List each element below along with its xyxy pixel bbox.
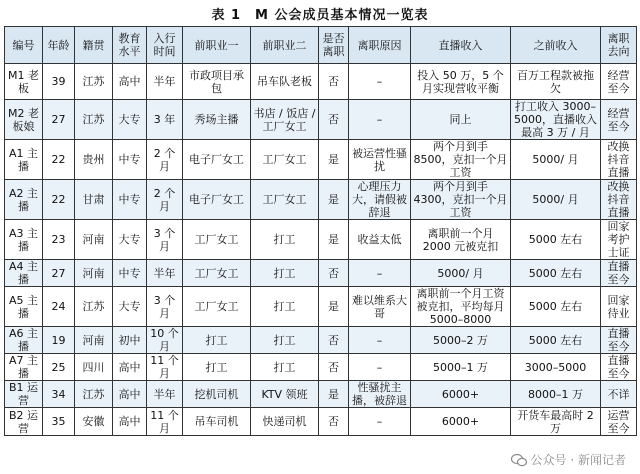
table-cell: 3000–5000 [511,354,601,381]
table-row [5,354,637,381]
table-cell: 否 [319,327,349,354]
table-cell: 江苏 [75,64,113,100]
table-cell: 否 [319,408,349,436]
table-cell: 高中 [113,354,147,381]
header-cell: 籍贯 [75,27,113,64]
table-cell: 回家考护士证 [601,220,637,260]
table-cell: 3 个月 [147,220,183,260]
table-cell: 经营至今 [601,64,637,100]
table-cell: 改换抖音直播 [601,140,637,180]
table-row [5,381,637,408]
table-cell: 高中 [113,64,147,100]
table-cell: 高中 [113,408,147,436]
table-row [5,260,637,287]
table-cell: 39 [43,64,75,100]
table-cell: 6000+ [411,408,511,436]
table-cell: 中专 [113,180,147,220]
table-cell: M1 老板 [5,64,43,100]
watermark [511,451,626,468]
header-cell: 前职业一 [183,27,251,64]
table-cell: 工厂女工 [183,260,251,287]
table-row [5,100,637,140]
table-cell: 秀场主播 [183,100,251,140]
table-cell: A7 主播 [5,354,43,381]
table-cell: 大专 [113,100,147,140]
table-cell: 打工 [251,287,319,327]
table-cell: 被运营性骚扰 [349,140,411,180]
table-cell: 高中 [113,381,147,408]
table-cell: 直播至今 [601,260,637,287]
header-cell: 是否离职 [319,27,349,64]
table-cell: 性骚扰主播，被辞退 [349,381,411,408]
table-cell: 27 [43,260,75,287]
table-cell: 打工 [183,354,251,381]
watermark-text: 公众号 · 新闻记者 [530,453,626,467]
table-row [5,327,637,354]
table-cell: 否 [319,100,349,140]
table-cell: 半年 [147,64,183,100]
table-row [5,140,637,180]
table-cell: 19 [43,327,75,354]
table-cell: A3 主播 [5,220,43,260]
table-cell: 是 [319,220,349,260]
table-cell: 河南 [75,327,113,354]
table-cell: 5000–2 万 [411,327,511,354]
table-cell: 吊车队老板 [251,64,319,100]
table-cell: 贵州 [75,140,113,180]
table-cell: 10 个月 [147,327,183,354]
table-row [5,64,637,100]
table-cell: 江苏 [75,287,113,327]
table-cell: 直播至今 [601,354,637,381]
table-cell: 是 [319,287,349,327]
table-cell: 25 [43,354,75,381]
table-cell: A2 主播 [5,180,43,220]
table-cell: 24 [43,287,75,327]
header-cell: 教育水平 [113,27,147,64]
table-cell: 打工 [251,220,319,260]
header-cell: 年龄 [43,27,75,64]
table-cell: 工厂女工 [251,140,319,180]
table-cell: 难以维系大哥 [349,287,411,327]
table-cell: 江苏 [75,381,113,408]
table-cell: 3 个月 [147,287,183,327]
table-cell: 心理压力大，请假被辞退 [349,180,411,220]
table-cell: 两个月到手 4300，克扣一个月工资 [411,180,511,220]
table-cell: 5000 左右 [511,260,601,287]
table-cell: 11 个月 [147,354,183,381]
table-cell: 河南 [75,260,113,287]
table-cell: 书店 / 饭店 / 工厂女工 [251,100,319,140]
table-cell: 打工收入 3000–5000，直播收入最高 3 万 / 月 [511,100,601,140]
table-cell: 5000/ 月 [511,140,601,180]
table-cell: 工厂女工 [183,287,251,327]
header-cell: 入行时间 [147,27,183,64]
table-cell: 打工 [251,354,319,381]
table-cell: 市政项目承包 [183,64,251,100]
table-title: 表 1 M 公会成员基本情况一览表 [211,8,429,23]
table-cell: 初中 [113,327,147,354]
table-cell: A4 主播 [5,260,43,287]
table-cell: 甘肃 [75,180,113,220]
header-cell: 前职业二 [251,27,319,64]
member-table [4,26,637,436]
table-cell: – [349,100,411,140]
table-cell: 2 个月 [147,180,183,220]
table-cell: 投入 50 万，5 个月实现营收平衡 [411,64,511,100]
table-row [5,180,637,220]
table-cell: B2 运营 [5,408,43,436]
table-cell: 半年 [147,260,183,287]
table-cell: – [349,260,411,287]
table-cell: 5000/ 月 [411,260,511,287]
table-row [5,408,637,436]
table-cell: B1 运营 [5,381,43,408]
table-cell: 直播至今 [601,327,637,354]
table-cell: 改换抖音直播 [601,180,637,220]
table-cell: 否 [319,64,349,100]
table-cell: 23 [43,220,75,260]
table-cell: 离职前一个月工资被克扣，平均每月 5000–8000 [411,287,511,327]
table-cell: 中专 [113,140,147,180]
table-cell: 是 [319,381,349,408]
table-cell: 吊车司机 [183,408,251,436]
table-cell: 5000 左右 [511,287,601,327]
table-cell: 安徽 [75,408,113,436]
table-cell: 半年 [147,381,183,408]
table-cell: – [349,354,411,381]
table-cell: 3 年 [147,100,183,140]
table-cell: 是 [319,140,349,180]
table-cell: 同上 [411,100,511,140]
table-cell: KTV 领班 [251,381,319,408]
table-cell: 34 [43,381,75,408]
table-cell: 8000–1 万 [511,381,601,408]
table-cell: 百万工程款被拖欠 [511,64,601,100]
table-cell: 5000 左右 [511,220,601,260]
table-cell: – [349,64,411,100]
table-cell: A6 主播 [5,327,43,354]
table-cell: M2 老板娘 [5,100,43,140]
table-cell: 打工 [183,327,251,354]
table-cell: 收益太低 [349,220,411,260]
table-cell: – [349,327,411,354]
table-cell: 两个月到手 8500，克扣一个月工资 [411,140,511,180]
table-cell: 27 [43,100,75,140]
table-cell: A5 主播 [5,287,43,327]
table-cell: 否 [319,354,349,381]
table-cell: 离职前一个月 2000 元被克扣 [411,220,511,260]
table-cell: 中专 [113,260,147,287]
table-cell: 5000/ 月 [511,180,601,220]
table-cell: 5000–1 万 [411,354,511,381]
table-cell: 大专 [113,220,147,260]
table-cell: 5000 左右 [511,327,601,354]
table-cell: 工厂女工 [183,220,251,260]
table-cell: 工厂女工 [251,180,319,220]
table-cell: 大专 [113,287,147,327]
table-cell: 11 个月 [147,408,183,436]
table-cell: 运营至今 [601,408,637,436]
table-cell: 挖机司机 [183,381,251,408]
table-cell: 四川 [75,354,113,381]
header-cell: 离职去向 [601,27,637,64]
table-cell: 22 [43,180,75,220]
table-cell: 不详 [601,381,637,408]
table-cell: 22 [43,140,75,180]
table-cell: 江苏 [75,100,113,140]
table-cell: 电子厂女工 [183,140,251,180]
table-row [5,287,637,327]
table-cell: 2 个月 [147,140,183,180]
table-cell: 打工 [251,260,319,287]
table-cell: 开货车最高时 2 万 [511,408,601,436]
table-cell: A1 主播 [5,140,43,180]
header-cell: 直播收入 [411,27,511,64]
table-cell: 经营至今 [601,100,637,140]
table-cell: 是 [319,180,349,220]
table-cell: 电子厂女工 [183,180,251,220]
table-row [5,220,637,260]
table-cell: 6000+ [411,381,511,408]
table-cell: 回家待业 [601,287,637,327]
header-row [5,27,637,64]
wechat-icon [511,453,527,467]
table-cell: 否 [319,260,349,287]
table-cell: 打工 [251,327,319,354]
header-cell: 离职原因 [349,27,411,64]
table-cell: 河南 [75,220,113,260]
header-cell: 之前收入 [511,27,601,64]
table-cell: – [349,408,411,436]
table-cell: 快递司机 [251,408,319,436]
header-cell: 编号 [5,27,43,64]
table-cell: 35 [43,408,75,436]
